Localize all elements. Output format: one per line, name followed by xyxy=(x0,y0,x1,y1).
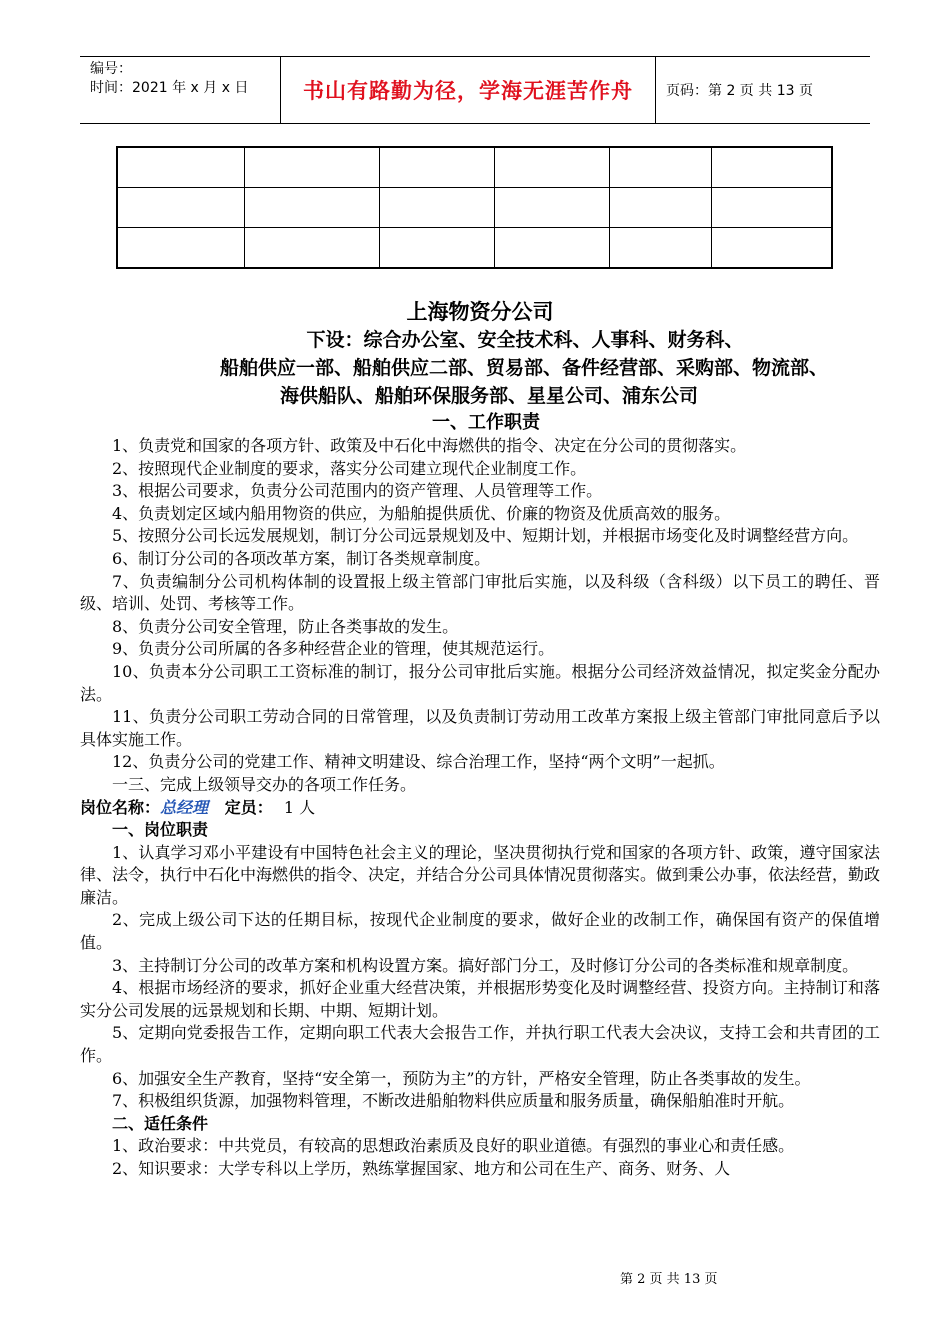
qualifications-list xyxy=(80,1135,880,1180)
company-departments-line2: 船舶供应一部、船舶供应二部、贸易部、备件经营部、采购部、物流部、 xyxy=(219,357,828,379)
section1-list xyxy=(80,435,880,797)
page-footer: 第 2 页 共 13 页 xyxy=(620,1272,718,1287)
table-cell xyxy=(244,147,379,188)
position-line xyxy=(80,797,880,820)
header-number: 编号： xyxy=(90,61,132,77)
list-item: 11、负责分公司职工劳动合同的日常管理，以及负责制订劳动用工改革方案报上级主管部门审批同意后予以具体实施工作。 xyxy=(80,707,880,749)
subheading-post-duties: 一、岗位职责 xyxy=(112,820,209,840)
table-cell xyxy=(117,228,244,269)
list-item: 5、定期向党委报告工作，定期向职工代表大会报告工作，并执行职工代表大会决议，支持工会和共青团的工作。 xyxy=(80,1023,880,1066)
list-item: 5、按照分公司长远发展规划，制订分公司远景规划及中、短期计划，并根据市场变化及时调整经营方向。 xyxy=(112,526,859,546)
list-item: 2、知识要求：大学专科以上学历，熟练掌握国家、地方和公司在生产、商务、财务、人 xyxy=(112,1159,731,1178)
list-item: 一三、完成上级领导交办的各项工作任务。 xyxy=(112,774,417,794)
company-title: 上海物资分公司 xyxy=(406,299,554,324)
list-item: 7、积极组织货源，加强物料管理，不断改进船舶物料供应质量和服务质量，确保船舶准时开航。 xyxy=(112,1091,795,1111)
table-cell xyxy=(609,188,711,228)
header-meta xyxy=(80,57,280,123)
table-cell xyxy=(712,228,832,269)
list-item: 6、制订分公司的各项改革方案，制订各类规章制度。 xyxy=(112,548,491,568)
duties-list xyxy=(80,842,880,1113)
table-cell xyxy=(117,147,244,188)
table-cell xyxy=(380,228,494,269)
empty-table xyxy=(116,146,833,269)
list-item: 10、负责本分公司职工工资标准的制订，报分公司审批后实施。根据分公司经济效益情况，拟定奖金分配办法。 xyxy=(80,661,880,704)
table-cell xyxy=(712,188,832,228)
table-cell xyxy=(494,188,609,228)
list-item: 4、根据市场经济的要求，抓好企业重大经营决策，并根据形势变化及时调整经营、投资方向。主持制订和落实分公司发展的远景规划和长期、中期、短期计划。 xyxy=(80,978,880,1020)
list-item: 1、认真学习邓小平建设有中国特色社会主义的理论，坚决贯彻执行党和国家的各项方针、政策，遵守国家法律、法令，执行中石化中海燃供的指令、决定，并结合分公司具体情况贯彻落实。做到秉公办事，依法经营，勤政廉洁。 xyxy=(80,842,881,907)
table-row xyxy=(117,147,832,188)
list-item: 2、完成上级公司下达的任期目标，按现代企业制度的要求，做好企业的改制工作，确保国有资产的保值增值。 xyxy=(80,910,880,953)
position-name: 总经理 xyxy=(160,797,209,817)
table-cell xyxy=(494,228,609,269)
page-header xyxy=(80,56,870,124)
company-departments-line1: 下设：综合办公室、安全技术科、人事科、财务科、 xyxy=(306,329,744,351)
table-cell xyxy=(494,147,609,188)
list-item: 2、按照现代企业制度的要求，落实分公司建立现代企业制度工作。 xyxy=(112,458,587,478)
table-cell xyxy=(712,147,832,188)
list-item: 12、负责分公司的党建工作、精神文明建设、综合治理工作，坚持“两个文明”一起抓。 xyxy=(112,752,725,772)
table-cell xyxy=(609,228,711,269)
table-cell xyxy=(117,188,244,228)
table-cell xyxy=(380,188,494,228)
list-item: 4、负责划定区域内船用物资的供应，为船舶提供质优、价廉的物资及优质高效的服务。 xyxy=(112,503,731,523)
list-item: 3、主持制订分公司的改革方案和机构设置方案。搞好部门分工，及时修订分公司的各类标准和规章制度。 xyxy=(112,955,859,975)
position-label: 岗位名称： xyxy=(80,797,161,817)
table-cell xyxy=(609,147,711,188)
header-motto-cell xyxy=(280,57,656,123)
header-page-cell xyxy=(656,57,870,123)
document-body xyxy=(80,296,880,1181)
table-row xyxy=(117,228,832,269)
list-item: 8、负责分公司安全管理，防止各类事故的发生。 xyxy=(112,616,459,636)
table-cell xyxy=(244,188,379,228)
list-item: 1、负责党和国家的各项方针、政策及中石化中海燃供的指令、决定在分公司的贯彻落实。 xyxy=(112,436,747,455)
table-cell xyxy=(244,228,379,269)
quota-value: 1 人 xyxy=(283,797,316,817)
company-departments-line3: 海供船队、船舶环保服务部、星星公司、浦东公司 xyxy=(279,385,698,407)
section-heading-duties: 一、工作职责 xyxy=(432,412,540,433)
header-time: 时间：2021 年 x 月 x 日 xyxy=(90,80,249,96)
list-item: 6、加强安全生产教育，坚持“安全第一，预防为主”的方针，严格安全管理，防止各类事故的发生。 xyxy=(112,1068,811,1088)
header-motto: 书山有路勤为径，学海无涯苦作舟 xyxy=(303,78,633,103)
list-item: 3、根据公司要求，负责分公司范围内的资产管理、人员管理等工作。 xyxy=(112,481,603,501)
subheading-qualifications: 二、适任条件 xyxy=(112,1113,209,1133)
list-item: 9、负责分公司所属的各多种经营企业的管理，使其规范运行。 xyxy=(112,639,555,659)
list-item: 1、政治要求：中共党员，有较高的思想政治素质及良好的职业道德。有强烈的事业心和责任感。 xyxy=(112,1136,795,1156)
quota-label: 定员： xyxy=(224,797,273,817)
header-page: 页码：第 2 页 共 13 页 xyxy=(666,83,813,99)
table-cell xyxy=(380,147,494,188)
table-row xyxy=(117,188,832,228)
list-item: 7、负责编制分公司机构体制的设置报上级主管部门审批后实施，以及科级（含科级）以下员工的聘任、晋级、培训、处罚、考核等工作。 xyxy=(80,571,880,614)
